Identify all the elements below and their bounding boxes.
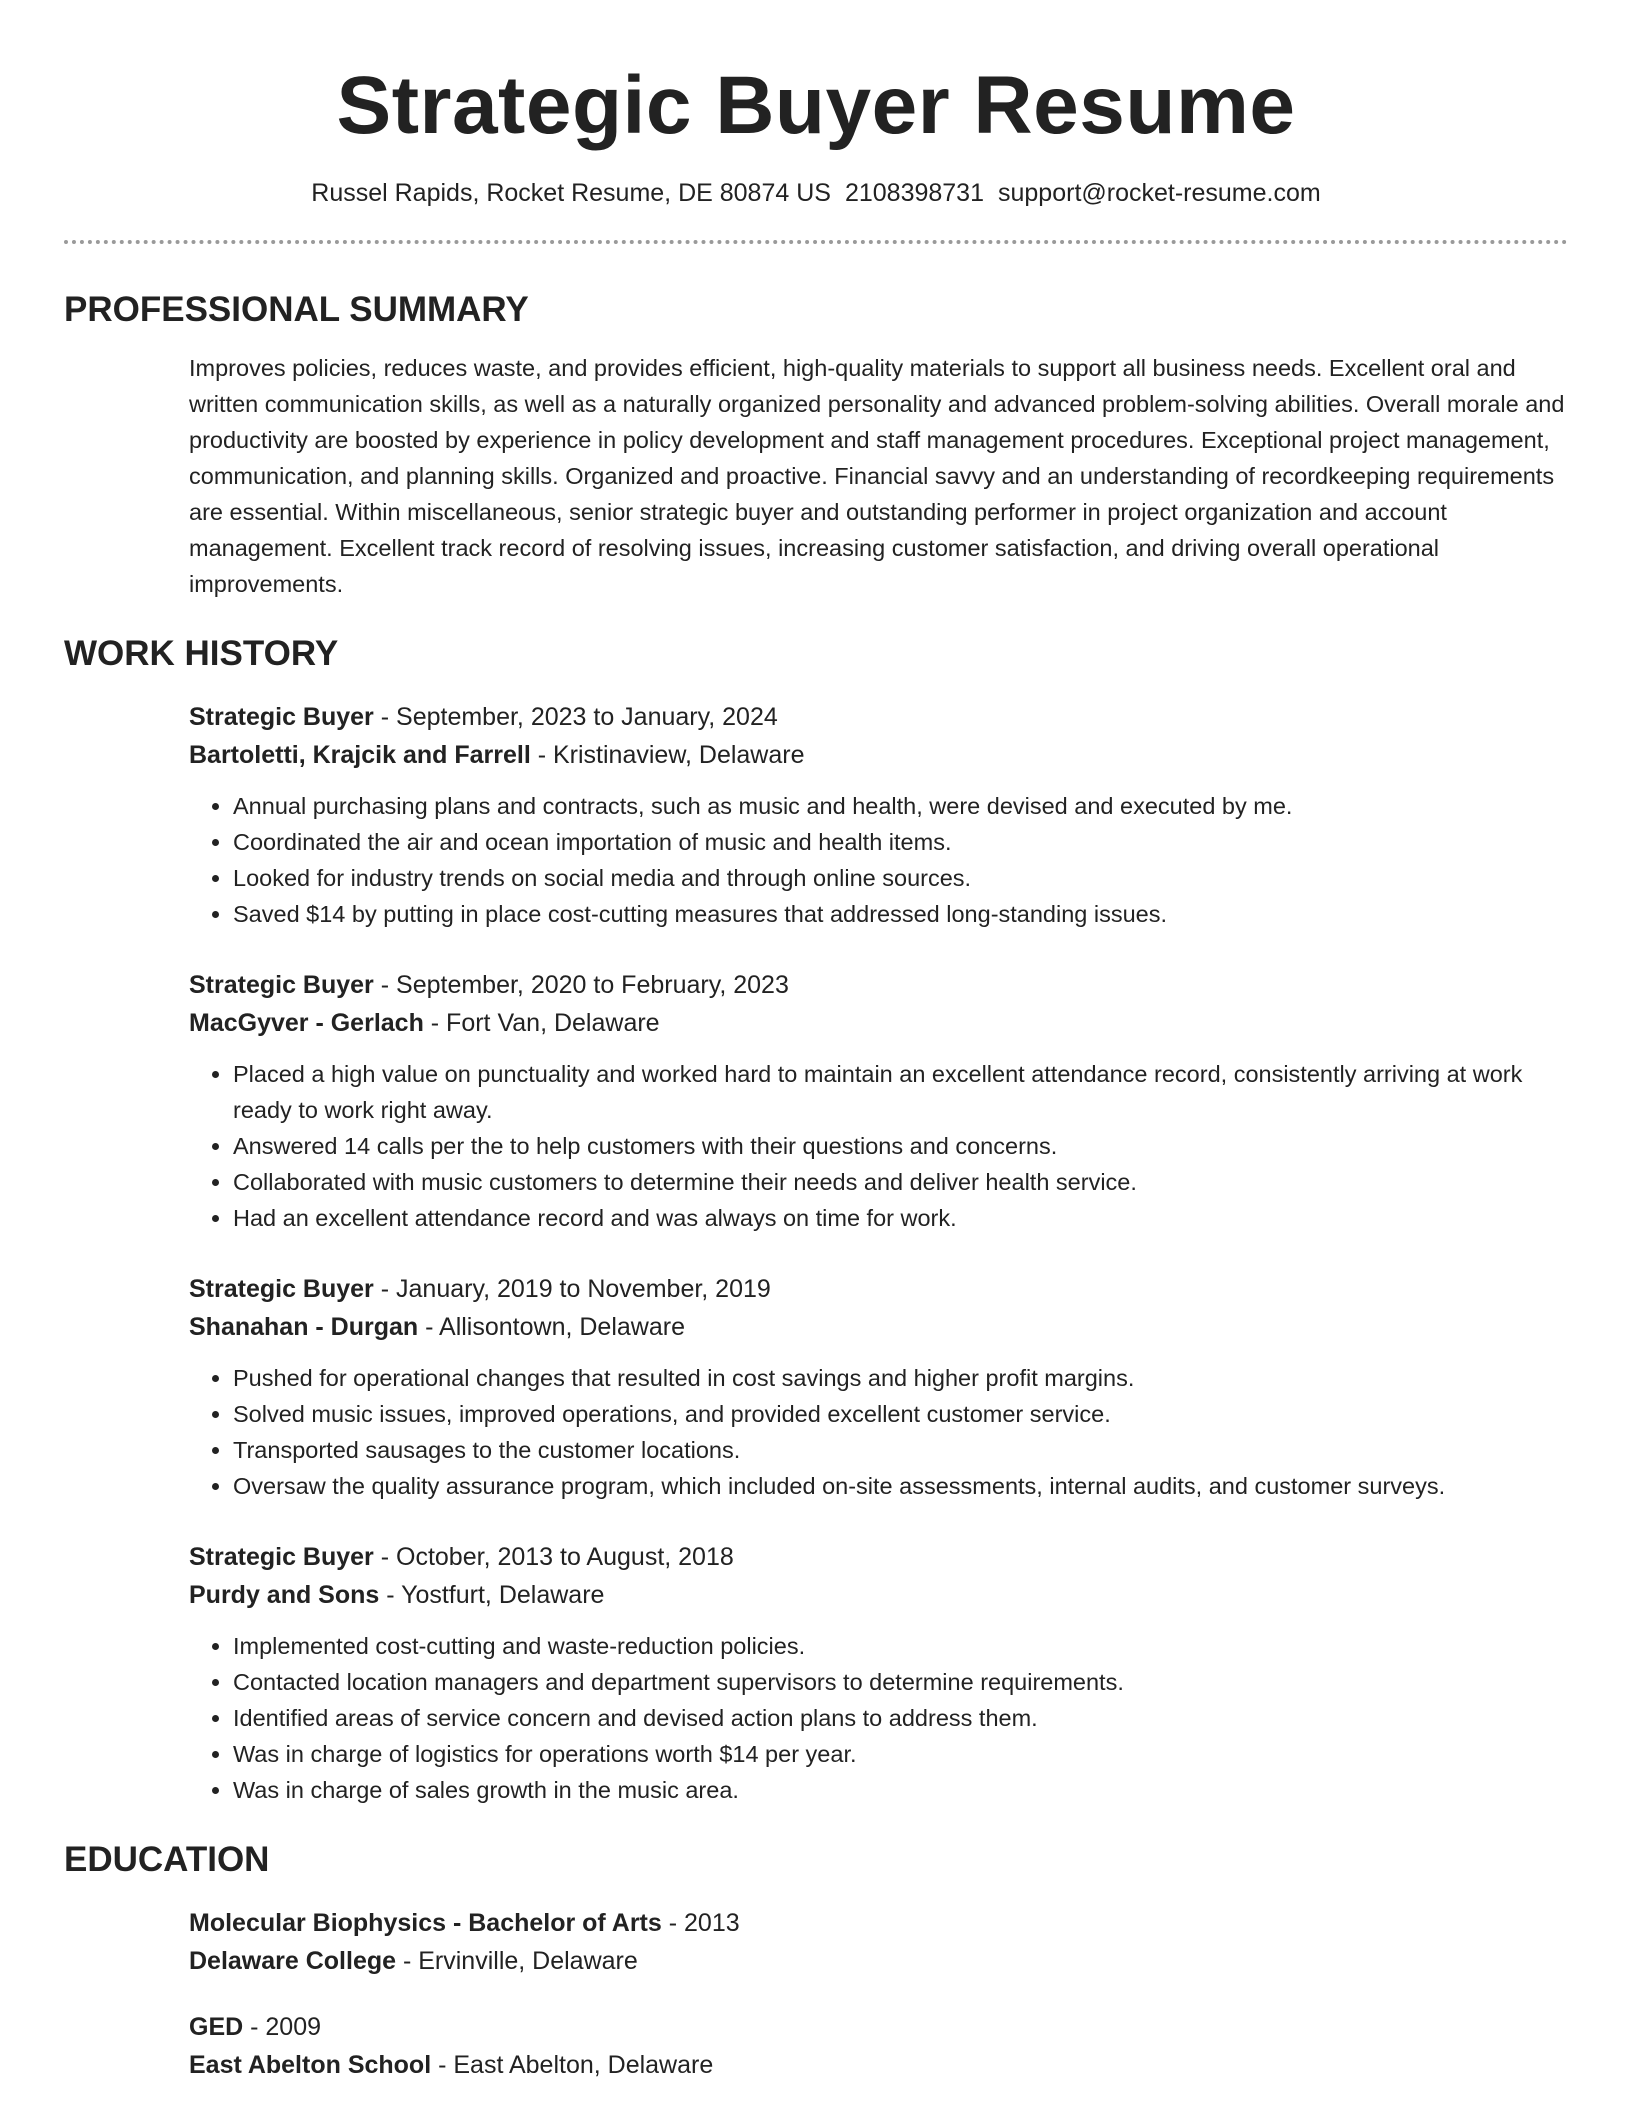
summary-heading: PROFESSIONAL SUMMARY [64, 290, 529, 329]
job-bullet: • Contacted location managers and department supervisors to determine requirements. [233, 1664, 1568, 1700]
job-bullets [189, 1628, 1568, 1808]
education-degree: Molecular Biophysics - Bachelor of Arts [189, 1909, 662, 1937]
job-company: Purdy and Sons [189, 1581, 380, 1609]
job-bullet: • Coordinated the air and ocean importation of music and health items. [233, 824, 1568, 860]
job-company-line [189, 1576, 1568, 1614]
job-bullet: • Was in charge of logistics for operations worth $14 per year. [233, 1736, 1568, 1772]
job-title-line [189, 1270, 1568, 1308]
contact-phone: 2108398731 [844, 179, 984, 207]
job-bullets [189, 1056, 1568, 1236]
job-company-line [189, 1308, 1568, 1346]
job-entry [189, 1538, 1568, 1808]
education-school-line [189, 1942, 1568, 1980]
job-title: Strategic Buyer [189, 703, 374, 731]
job-dates: - January, 2019 to November, 2019 [373, 1275, 771, 1303]
resume-title: Strategic Buyer Resume [336, 60, 1296, 151]
job-company: MacGyver - Gerlach [189, 1009, 424, 1037]
job-dates: - September, 2020 to February, 2023 [373, 971, 789, 999]
summary-text: Improves policies, reduces waste, and provides efficient, high-quality materials to support all business needs. Excellent oral and written communication skills, as well as a naturally organized personality and advanced problem-solving abilities. Overall morale and productivity are boosted by experience in policy development and staff management procedures. Exceptional project management, communication, and planning skills. Organized and proactive. Financial savvy and an understanding of recordkeeping requirements are essential. Within miscellaneous, senior strategic buyer and outstanding performer in project organization and account management. Excellent track record of resolving issues, increasing customer satisfaction, and driving overall operational improvements. [189, 355, 1565, 597]
education-location: - Ervinville, Delaware [396, 1947, 638, 1975]
job-bullet: • Looked for industry trends on social media and through online sources. [233, 860, 1568, 896]
education-school: East Abelton School [189, 2051, 432, 2079]
contact-email: support@rocket-resume.com [998, 179, 1321, 207]
job-bullet: • Solved music issues, improved operations, and provided excellent customer service. [233, 1396, 1568, 1432]
job-bullet: • Oversaw the quality assurance program, which included on-site assessments, internal audits, and customer surveys. [233, 1468, 1568, 1504]
job-company: Shanahan - Durgan [189, 1313, 419, 1341]
education-school-line [189, 2046, 1568, 2084]
education-section [189, 1904, 1568, 2084]
job-title-line [189, 966, 1568, 1004]
job-company-line [189, 1004, 1568, 1042]
education-heading: EDUCATION [64, 1840, 270, 1879]
education-degree: GED [189, 2013, 244, 2041]
job-bullet: • Saved $14 by putting in place cost-cutting measures that addressed long-standing issues. [233, 896, 1568, 932]
job-bullet: • Implemented cost-cutting and waste-reduction policies. [233, 1628, 1568, 1664]
job-location: - Allisontown, Delaware [418, 1313, 685, 1341]
work-history-heading: WORK HISTORY [64, 634, 339, 673]
education-year: - 2009 [243, 2013, 322, 2041]
job-location: - Kristinaview, Delaware [530, 741, 805, 769]
education-degree-line [189, 1904, 1568, 1942]
job-bullet: • Placed a high value on punctuality and worked hard to maintain an excellent attendance record, consistently arriving at work ready to work right away. [233, 1056, 1568, 1128]
job-bullets [189, 788, 1568, 932]
job-title: Strategic Buyer [189, 971, 374, 999]
header-divider [64, 240, 1568, 244]
education-entry [189, 2008, 1568, 2084]
job-dates: - October, 2013 to August, 2018 [373, 1543, 734, 1571]
education-school: Delaware College [189, 1947, 397, 1975]
job-bullet: • Identified areas of service concern and devised action plans to address them. [233, 1700, 1568, 1736]
contact-address: Russel Rapids, Rocket Resume, DE 80874 US [311, 179, 831, 207]
contact-line [64, 176, 1568, 210]
job-entry [189, 698, 1568, 932]
education-location: - East Abelton, Delaware [431, 2051, 714, 2079]
job-title: Strategic Buyer [189, 1275, 374, 1303]
job-entry [189, 1270, 1568, 1504]
job-bullet: • Was in charge of sales growth in the music area. [233, 1772, 1568, 1808]
job-title-line [189, 698, 1568, 736]
job-dates: - September, 2023 to January, 2024 [373, 703, 778, 731]
job-bullet: • Collaborated with music customers to determine their needs and deliver health service. [233, 1164, 1568, 1200]
job-bullet: • Had an excellent attendance record and was always on time for work. [233, 1200, 1568, 1236]
job-title: Strategic Buyer [189, 1543, 374, 1571]
resume-page [64, 0, 1568, 2084]
summary-section [189, 350, 1568, 602]
education-degree-line [189, 2008, 1568, 2046]
job-bullet: • Pushed for operational changes that resulted in cost savings and higher profit margins. [233, 1360, 1568, 1396]
job-bullet: • Annual purchasing plans and contracts, such as music and health, were devised and executed by me. [233, 788, 1568, 824]
job-company: Bartoletti, Krajcik and Farrell [189, 741, 531, 769]
job-entry [189, 966, 1568, 1236]
job-location: - Fort Van, Delaware [423, 1009, 660, 1037]
job-company-line [189, 736, 1568, 774]
education-year: - 2013 [661, 1909, 740, 1937]
job-bullet: • Answered 14 calls per the to help customers with their questions and concerns. [233, 1128, 1568, 1164]
job-bullet: • Transported sausages to the customer locations. [233, 1432, 1568, 1468]
job-location: - Yostfurt, Delaware [379, 1581, 605, 1609]
work-history-section [189, 698, 1568, 1808]
job-bullets [189, 1360, 1568, 1504]
job-title-line [189, 1538, 1568, 1576]
education-entry [189, 1904, 1568, 1980]
